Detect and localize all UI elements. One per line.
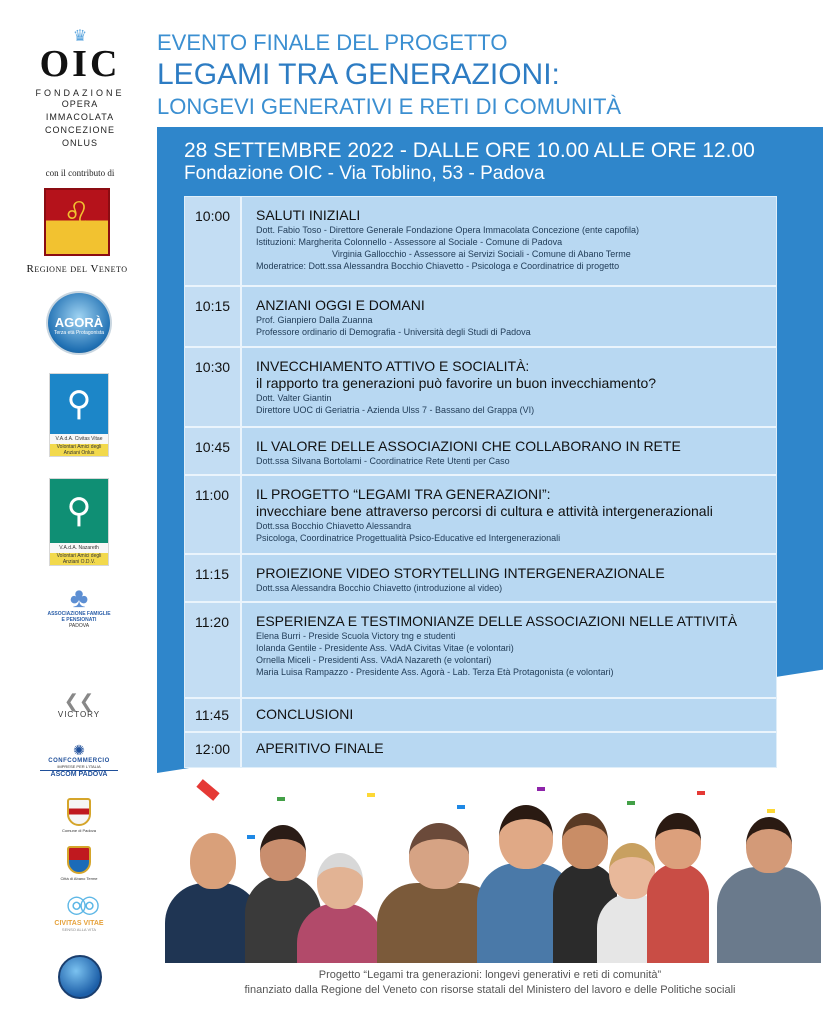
schedule-time: 10:30 (195, 359, 231, 375)
vada-nazareth-logo (49, 478, 109, 566)
schedule-detail: Psicologa, Coordinatrice Progettualità Psico-Educative ed Intergenerazionali (256, 533, 561, 543)
schedule-row (185, 476, 776, 555)
schedule-row (185, 555, 776, 603)
schedule-body (240, 555, 776, 601)
schedule-row (185, 733, 776, 767)
schedule-row (185, 348, 776, 428)
comune-padova-label: Comune di Padova (61, 828, 97, 833)
confetti-icon (767, 809, 775, 813)
schedule-time: 10:45 (195, 439, 231, 455)
schedule-time: 12:00 (195, 741, 231, 757)
confcommercio-name: CONFCOMMERCIO (48, 758, 110, 764)
schedule-time: 11:20 (195, 614, 229, 630)
oic-logo-line2: OPERA IMMACOLATA (45, 99, 115, 122)
comune-abano-logo (54, 846, 104, 881)
ascom-padova-name: ASCOM PADOVA (40, 770, 118, 778)
schedule-title: IL PROGETTO “LEGAMI TRA GENERAZIONI”: (256, 486, 551, 502)
schedule-detail: Direttore UOC di Geriatria - Azienda Ulss 7 - Bassano del Grappa (VI) (256, 405, 535, 415)
schedule-title: CONCLUSIONI (256, 706, 354, 722)
schedule-body (240, 197, 776, 285)
schedule-title: SALUTI INIZIALI (256, 207, 361, 223)
schedule-detail: Dott.ssa Alessandra Bocchio Chiavetto (introduzione al video) (256, 583, 503, 593)
schedule-detail: Dott.ssa Bocchio Chiavetto Alessandra (256, 521, 412, 531)
schedule-time: 10:00 (195, 208, 231, 224)
confcommercio-logo (40, 742, 118, 778)
schedule-body (240, 287, 776, 346)
heron-icon: ⚲ (50, 374, 108, 434)
confetti-icon (277, 797, 285, 801)
wing-icon: ❮❮ (63, 691, 95, 711)
confetti-icon (697, 791, 705, 795)
schedule-detail: Dott.ssa Silvana Bortolami - Coordinatrice Rete Utenti per Caso (256, 456, 510, 466)
tree-icon: ♣ (69, 582, 89, 613)
schedule-row (185, 197, 776, 287)
schedule-body (240, 476, 776, 553)
oic-logo-line3: CONCEZIONE ONLUS (44, 125, 115, 148)
schedule-time: 11:45 (195, 707, 229, 723)
event-date: 28 SETTEMBRE 2022 - DALLE ORE 10.00 ALLE ORE 12.00 (184, 139, 755, 162)
padova-crest-icon (67, 798, 91, 826)
heron-icon: ⚲ (50, 479, 108, 543)
project-footer (157, 968, 823, 998)
agora-logo-sub: Terza età Protagonista (53, 330, 105, 336)
schedule-detail: Virginia Gallocchio - Assessore ai Servizi Sociali - Comune di Abano Terme (332, 249, 631, 259)
rings-icon: ◎◎ (66, 891, 92, 918)
schedule-body (240, 428, 776, 474)
vada-nazareth-caption: V.A.d.A. Nazareth (59, 545, 99, 551)
comune-padova-logo (54, 798, 104, 833)
schedule-title: IL VALORE DELLE ASSOCIAZIONI CHE COLLABORANO IN RETE (256, 438, 681, 454)
schedule-detail: Elena Burri - Preside Scuola Victory tng e studenti (256, 631, 456, 641)
globe-logo-icon (58, 955, 102, 999)
confetti-icon (196, 779, 219, 801)
schedule-row (185, 699, 776, 733)
civitas-vitae-tagline: SENSO ALLA VITA (61, 927, 97, 932)
oic-logo-mark: OIC (39, 43, 121, 85)
contributo-label: con il contributo di (45, 168, 115, 178)
schedule-title: ANZIANI OGGI E DOMANI (256, 297, 425, 313)
schedule-time: 11:15 (195, 566, 229, 582)
schedule-detail: Ornella Miceli - Presidenti Ass. VAdA Nazareth (e volontari) (256, 655, 492, 665)
schedule-row (185, 287, 776, 348)
event-kicker: EVENTO FINALE DEL PROGETTO (157, 30, 508, 55)
project-title: LEGAMI TRA GENERAZIONI: (157, 58, 560, 91)
veneto-lion-icon: ♌ (44, 188, 110, 256)
victory-logo-name: VICTORY (57, 710, 101, 719)
schedule-detail: Professore ordinario di Demografia - Università degli Studi di Padova (256, 327, 531, 337)
agora-logo-name: AGORÀ (54, 315, 104, 330)
crown-icon: ♛ (72, 28, 88, 45)
regione-veneto-label: Regione del Veneto (26, 263, 128, 275)
confcommercio-emblem-icon: ✺ (73, 742, 85, 758)
oic-logo-line1: FONDAZIONE (35, 88, 125, 98)
confetti-icon (537, 787, 545, 791)
confetti-icon (457, 805, 465, 809)
person-figure (717, 817, 821, 963)
schedule-detail: Prof. Gianpiero Dalla Zuanna (256, 315, 373, 325)
vada-civitas-vitae-logo (49, 373, 109, 457)
schedule-title: INVECCHIAMENTO ATTIVO E SOCIALITÀ: (256, 358, 530, 374)
confetti-icon (627, 801, 635, 805)
footer-line-2: finanziato dalla Regione del Veneto con risorse statali del Ministero del lavoro e delle Politiche sociali (244, 984, 736, 996)
abano-crest-icon (67, 846, 91, 874)
schedule-subtitle: invecchiare bene attraverso percorsi di cultura e attività intergenerazionali (256, 503, 713, 519)
schedule-detail: Maria Luisa Rampazzo - Presidente Ass. Agorà - Lab. Terza Età Protagonista (e volontari) (256, 667, 614, 677)
schedule-title: PROIEZIONE VIDEO STORYTELLING INTERGENERAZIONALE (256, 565, 665, 581)
schedule-table (184, 196, 777, 768)
sponsor-sidebar (0, 0, 150, 1030)
schedule-subtitle: il rapporto tra generazioni può favorire un buon invecchiamento? (256, 375, 657, 391)
project-subtitle: LONGEVI GENERATIVI E RETI DI COMUNITÀ (157, 94, 622, 119)
schedule-detail: Dott. Valter Giantin (256, 393, 332, 403)
schedule-detail: Moderatrice: Dott.ssa Alessandra Bocchio Chiavetto - Psicologa e Coordinatrice di progetto (256, 261, 620, 271)
agora-logo (46, 291, 112, 355)
victory-logo (42, 692, 116, 719)
event-venue: Fondazione OIC - Via Toblino, 53 - Padova (184, 163, 545, 184)
person-figure (647, 813, 709, 963)
vada-civitas-band: Volontari Amici degli Anziani Onlus (50, 444, 108, 456)
confetti-icon (367, 793, 375, 797)
schedule-time: 11:00 (195, 487, 229, 503)
oic-logo (30, 30, 130, 150)
civitas-vitae-logo (48, 890, 110, 932)
schedule-body (240, 699, 776, 731)
vada-civitas-caption: V.A.d.A. Civitas Vitae (55, 436, 103, 442)
people-photo (157, 775, 823, 963)
schedule-title: APERITIVO FINALE (256, 740, 384, 756)
schedule-body (240, 733, 776, 767)
vada-nazareth-band: Volontari Amici degli Anziani O.D.V. (50, 553, 108, 565)
schedule-title: ESPERIENZA E TESTIMONIANZE DELLE ASSOCIAZIONI NELLE ATTIVITÀ (256, 613, 738, 629)
schedule-row (185, 428, 776, 476)
schedule-body (240, 348, 776, 426)
schedule-time: 10:15 (195, 298, 231, 314)
person-figure (297, 853, 383, 963)
civitas-vitae-name: CIVITAS VITAE (54, 920, 104, 927)
schedule-detail: Dott. Fabio Toso - Direttore Generale Fondazione Opera Immacolata Concezione (ente capofila) (256, 225, 640, 235)
schedule-detail: Istituzioni: Margherita Colonnello - Assessore al Sociale - Comune di Padova (256, 237, 563, 247)
confcommercio-tagline: IMPRESE PER L'ITALIA (57, 764, 101, 769)
comune-abano-label: Città di Abano Terme (60, 876, 98, 881)
famiglie-logo-city: PADOVA (68, 623, 90, 629)
schedule-detail: Iolanda Gentile - Presidente Ass. VAdA Civitas Vitae (e volontari) (256, 643, 514, 653)
schedule-body (240, 603, 776, 697)
footer-line-1: Progetto “Legami tra generazioni: longevi generativi e reti di comunità” (318, 969, 662, 981)
famiglie-pensionati-logo (46, 582, 112, 630)
schedule-row (185, 603, 776, 699)
famiglie-logo-name: ASSOCIAZIONE FAMIGLIE E PENSIONATI (47, 611, 111, 623)
